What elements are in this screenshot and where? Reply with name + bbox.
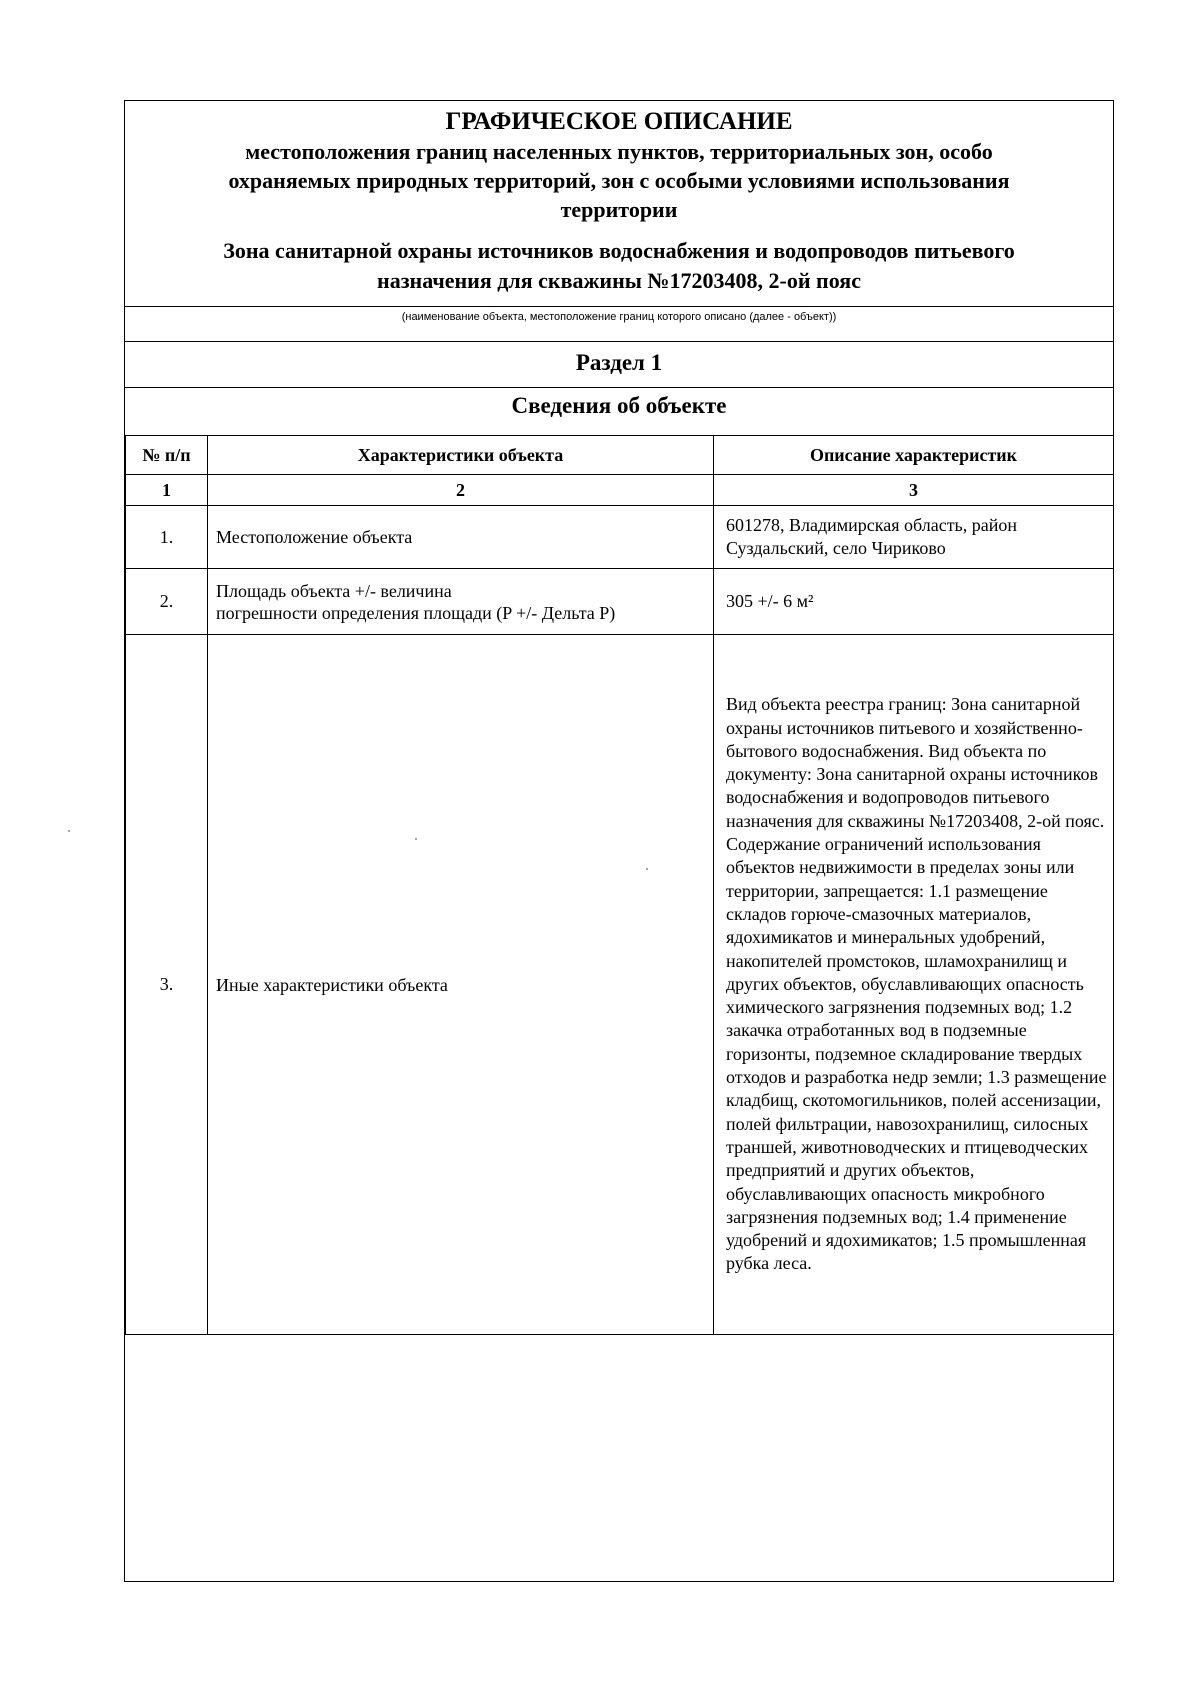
table-header-row: [126, 436, 1114, 475]
row-description: 305 +/- 6 м²: [714, 569, 1114, 635]
row-number: 1.: [126, 506, 208, 569]
row-characteristic: [208, 635, 714, 1335]
row-description: 601278, Владимирская область, район Суздальский, село Чириково: [714, 506, 1114, 569]
document-subtitle: [125, 137, 1113, 224]
table-row: [126, 635, 1114, 1335]
section-title: Раздел 1: [575, 350, 663, 375]
object-name-underline: [125, 306, 1113, 307]
scan-speck: [415, 838, 417, 840]
column-number-3: 3: [714, 475, 1114, 506]
header-cell-characteristic: Характеристики объекта: [208, 436, 714, 475]
object-caption: (наименование объекта, местоположение границ которого описано (далее - объект)): [401, 311, 837, 323]
characteristic-text-line-2: погрешности определения площади (P +/- Дельта P): [216, 602, 616, 623]
row-description: Вид объекта реестра границ: Зона санитарной охраны источников питьевого и хозяйственно-бытового водоснабжения. Вид объекта по документу: Зона санитарной охраны источников водоснабжения и водопроводов питьевого назначения для скважины №17203408, 2-ой пояс. Содержание ограничений использования объектов недвижимости в пределах зоны или территории, запрещается: 1.1 размещение складов горюче-смазочных материалов, ядохимикатов и минеральных удобрений, накопителей промстоков, шламохранилищ и других объектов, обуславливающих опасность химического загрязнения подземных вод; 1.2 закачка отработанных вод в подземные горизонты, подземное складирование твердых отходов и разработка недр земли; 1.3 размещение кладбищ, скотомогильников, полей ассенизации, полей фильтрации, навозохранилищ, силосных траншей, животноводческих и птицеводческих предприятий и других объектов, обуславливающих опасность микробного загрязнения подземных вод; 1.4 применение удобрений и ядохимикатов; 1.5 промышленная рубка леса.: [714, 635, 1114, 1335]
scan-speck: [646, 868, 648, 870]
characteristic-text-line-1: Площадь объекта +/- величина: [216, 580, 452, 601]
table-row: [126, 506, 1114, 569]
column-number-1: 1: [126, 475, 208, 506]
subtitle-line-1: местоположения границ населенных пунктов, территориальных зон, особо: [245, 139, 993, 164]
document-title: ГРАФИЧЕСКОЕ ОПИСАНИЕ: [445, 108, 793, 135]
characteristic-text: Иные характеристики объекта: [216, 974, 448, 995]
scan-speck: [68, 830, 70, 832]
characteristic-text: Местоположение объекта: [216, 527, 413, 547]
table-row: [126, 569, 1114, 635]
row-number: 2.: [126, 569, 208, 635]
document-header: [125, 101, 1113, 296]
subtitle-line-3: территории: [560, 197, 678, 222]
section-mid-rule: [125, 387, 1113, 388]
section-subtitle: Сведения об объекте: [511, 393, 727, 418]
document-frame: [124, 100, 1114, 1582]
header-cell-number: № п/п: [126, 436, 208, 475]
section-top-rule: [125, 341, 1113, 342]
object-info-table: [125, 435, 1114, 1335]
subtitle-line-2: охраняемых природных территорий, зон с особыми условиями использования: [228, 168, 1010, 193]
row-number: 3.: [126, 635, 208, 1335]
column-number-2: 2: [208, 475, 714, 506]
column-number-row: [126, 475, 1114, 506]
header-cell-description: Описание характеристик: [714, 436, 1114, 475]
row-characteristic: [208, 506, 714, 569]
object-name-line-1: Зона санитарной охраны источников водоснабжения и водопроводов питьевого: [223, 238, 1015, 263]
object-name: [125, 236, 1113, 296]
row-characteristic: [208, 569, 714, 635]
object-name-line-2: назначения для скважины №17203408, 2-ой пояс: [377, 268, 861, 293]
